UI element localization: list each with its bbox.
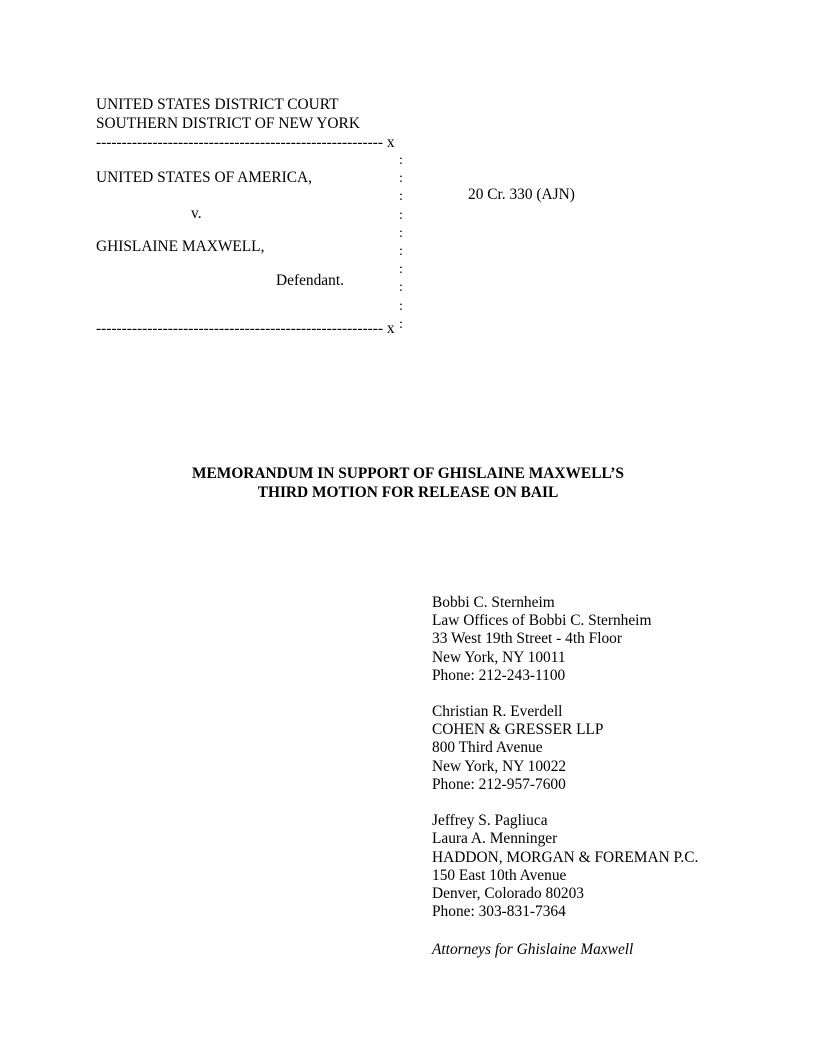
counsel-address: 33 West 19th Street - 4th Floor xyxy=(432,630,622,647)
counsel-firm: HADDON, MORGAN & FOREMAN P.C. xyxy=(432,849,699,866)
caption-colon: : xyxy=(399,153,403,168)
counsel-city: New York, NY 10011 xyxy=(432,649,566,666)
versus-label: v. xyxy=(191,205,202,222)
counsel-address: 150 East 10th Avenue xyxy=(432,867,567,884)
caption-colon: : xyxy=(399,225,403,241)
document-title-line1: MEMORANDUM IN SUPPORT OF GHISLAINE MAXWELL’S xyxy=(192,465,624,482)
counsel-name: Jeffrey S. Pagliuca xyxy=(432,812,548,829)
caption-colon-column xyxy=(399,152,403,334)
counsel-name: Christian R. Everdell xyxy=(432,703,563,720)
counsel-firm: Law Offices of Bobbi C. Sternheim xyxy=(432,612,652,629)
counsel-address: 800 Third Avenue xyxy=(432,739,543,756)
court-name-line1: UNITED STATES DISTRICT COURT xyxy=(96,96,339,113)
caption-divider-top: -------------------------------------------------------- x xyxy=(96,134,395,151)
caption-colon: : xyxy=(399,189,403,205)
caption-colon: : xyxy=(399,244,403,260)
defendant-label: Defendant. xyxy=(276,272,344,289)
counsel-phone: Phone: 212-957-7600 xyxy=(432,776,566,793)
counsel-city: New York, NY 10022 xyxy=(432,758,567,775)
counsel-city: Denver, Colorado 80203 xyxy=(432,885,584,902)
caption-colon: : xyxy=(399,262,403,278)
counsel-phone: Phone: 303-831-7364 xyxy=(432,903,566,920)
counsel-name: Laura A. Menninger xyxy=(432,830,558,847)
caption-colon: : xyxy=(399,207,403,223)
court-name-line2: SOUTHERN DISTRICT OF NEW YORK xyxy=(96,115,360,132)
case-number: 20 Cr. 330 (AJN) xyxy=(468,186,575,203)
counsel-firm: COHEN & GRESSER LLP xyxy=(432,721,604,738)
caption-colon: : xyxy=(399,171,403,187)
attorneys-for-label: Attorneys for Ghislaine Maxwell xyxy=(432,941,634,958)
counsel-phone: Phone: 212-243-1100 xyxy=(432,667,566,684)
caption-colon: : xyxy=(399,280,403,296)
counsel-name: Bobbi C. Sternheim xyxy=(432,594,555,611)
plaintiff-name: UNITED STATES OF AMERICA, xyxy=(96,169,312,186)
caption-colon: : xyxy=(399,298,403,314)
document-title-line2: THIRD MOTION FOR RELEASE ON BAIL xyxy=(257,484,559,501)
caption-divider-bottom: -------------------------------------------------------- x xyxy=(96,320,395,337)
defendant-name: GHISLAINE MAXWELL, xyxy=(96,238,265,255)
caption-colon: : xyxy=(399,316,403,332)
